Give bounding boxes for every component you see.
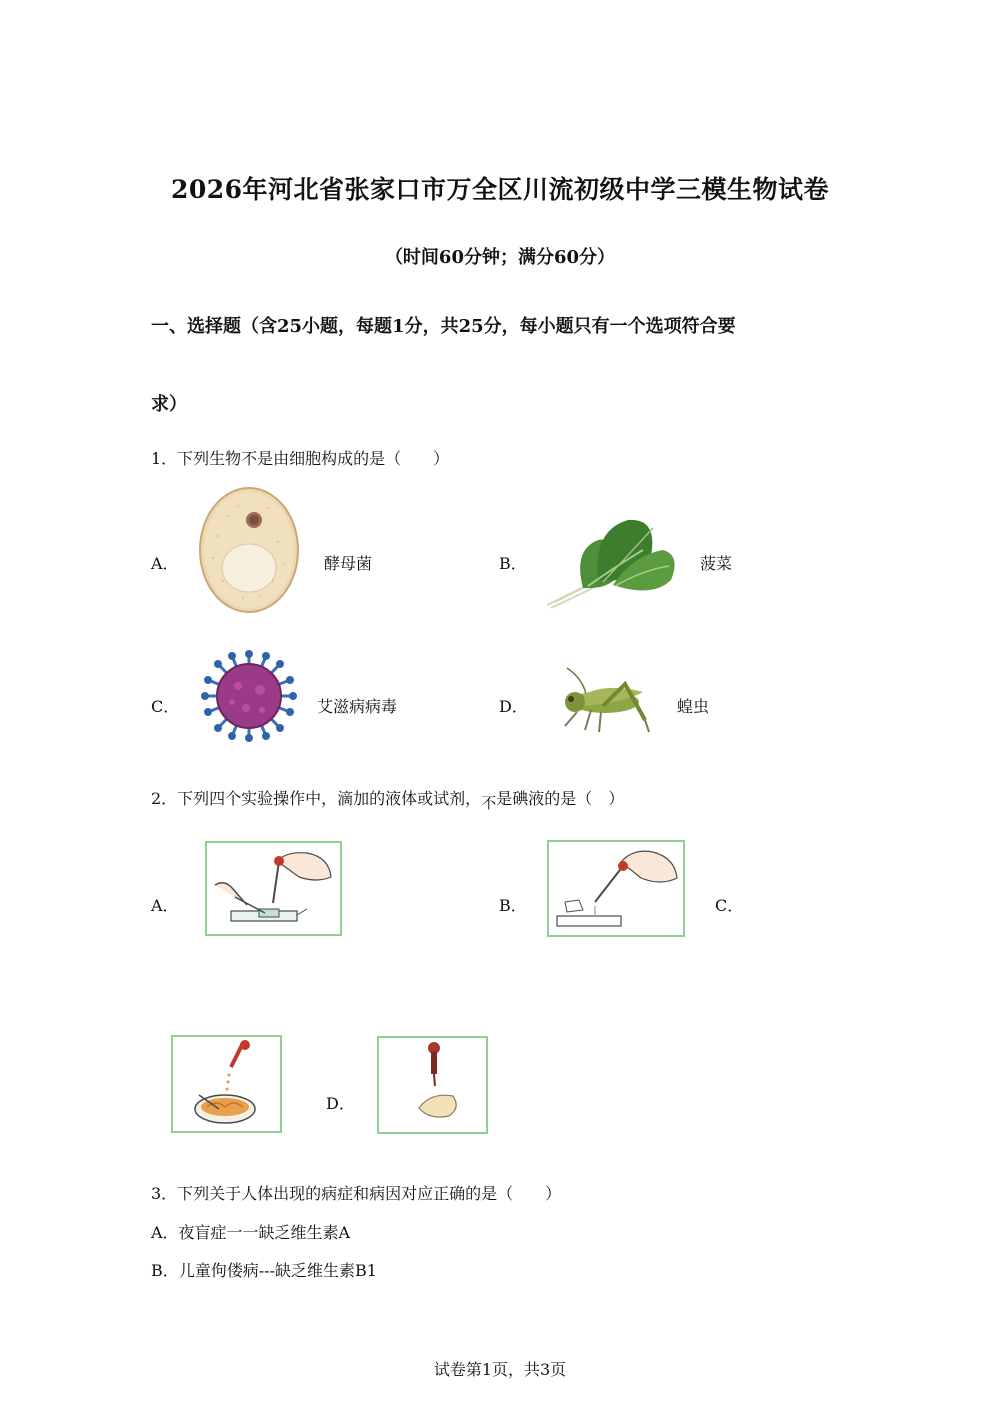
q2-option-d-letter: D． bbox=[326, 1094, 355, 1113]
question-1-stem: 1．下列生物不是由细胞构成的是（ ） bbox=[151, 449, 450, 468]
page-footer: 试卷第1页，共3页 bbox=[433, 1360, 567, 1379]
yeast-cell-image bbox=[198, 486, 300, 614]
q1-option-b-letter: B． bbox=[499, 554, 527, 573]
question-3-stem: 3．下列关于人体出现的病症和病因对应正确的是（ ） bbox=[151, 1184, 562, 1203]
section-heading-line2: 求） bbox=[151, 394, 187, 415]
section-heading-line1: 一、选择题（含25小题，每题1分，共25分，每小题只有一个选项符合要 bbox=[151, 316, 736, 337]
q1-option-b-caption: 菠菜 bbox=[700, 554, 733, 573]
q2-option-b-letter: B． bbox=[499, 896, 527, 915]
page-title: 2026年河北省张家口市万全区川流初级中学三模生物试卷 bbox=[170, 175, 830, 204]
q1-option-c-letter: C． bbox=[151, 697, 180, 716]
q1-option-a-caption: 酵母菌 bbox=[324, 554, 373, 573]
q1-option-d-caption: 蝗虫 bbox=[677, 697, 710, 716]
q3-option-a: A．夜盲症一一缺乏维生素A bbox=[151, 1223, 351, 1242]
question-2-emphasis: 不 bbox=[481, 794, 497, 812]
page-subtitle: （时间60分钟；满分60分） bbox=[384, 247, 616, 268]
question-2-stem bbox=[151, 786, 625, 812]
grasshopper-image bbox=[555, 660, 651, 740]
q2-option-c-letter: C． bbox=[715, 896, 744, 915]
q2-option-a-letter: A． bbox=[151, 896, 179, 915]
q1-option-d-letter: D． bbox=[499, 697, 528, 716]
q2-option-d-image bbox=[377, 1036, 488, 1134]
virus-image bbox=[200, 650, 298, 742]
question-2-stem-start: 2．下列四个实验操作中，滴加的液体或试剂， bbox=[151, 789, 482, 808]
q3-option-b: B．儿童佝偻病---缺乏维生素B1 bbox=[151, 1261, 377, 1280]
q2-option-c-image bbox=[171, 1035, 282, 1133]
q2-option-a-image bbox=[205, 841, 342, 936]
spinach-image bbox=[543, 510, 683, 610]
q1-option-a-letter: A． bbox=[151, 554, 179, 573]
question-2-stem-end: 是碘液的是（ ） bbox=[496, 789, 625, 808]
q2-option-b-image bbox=[547, 840, 685, 937]
q1-option-c-caption: 艾滋病病毒 bbox=[317, 697, 398, 716]
